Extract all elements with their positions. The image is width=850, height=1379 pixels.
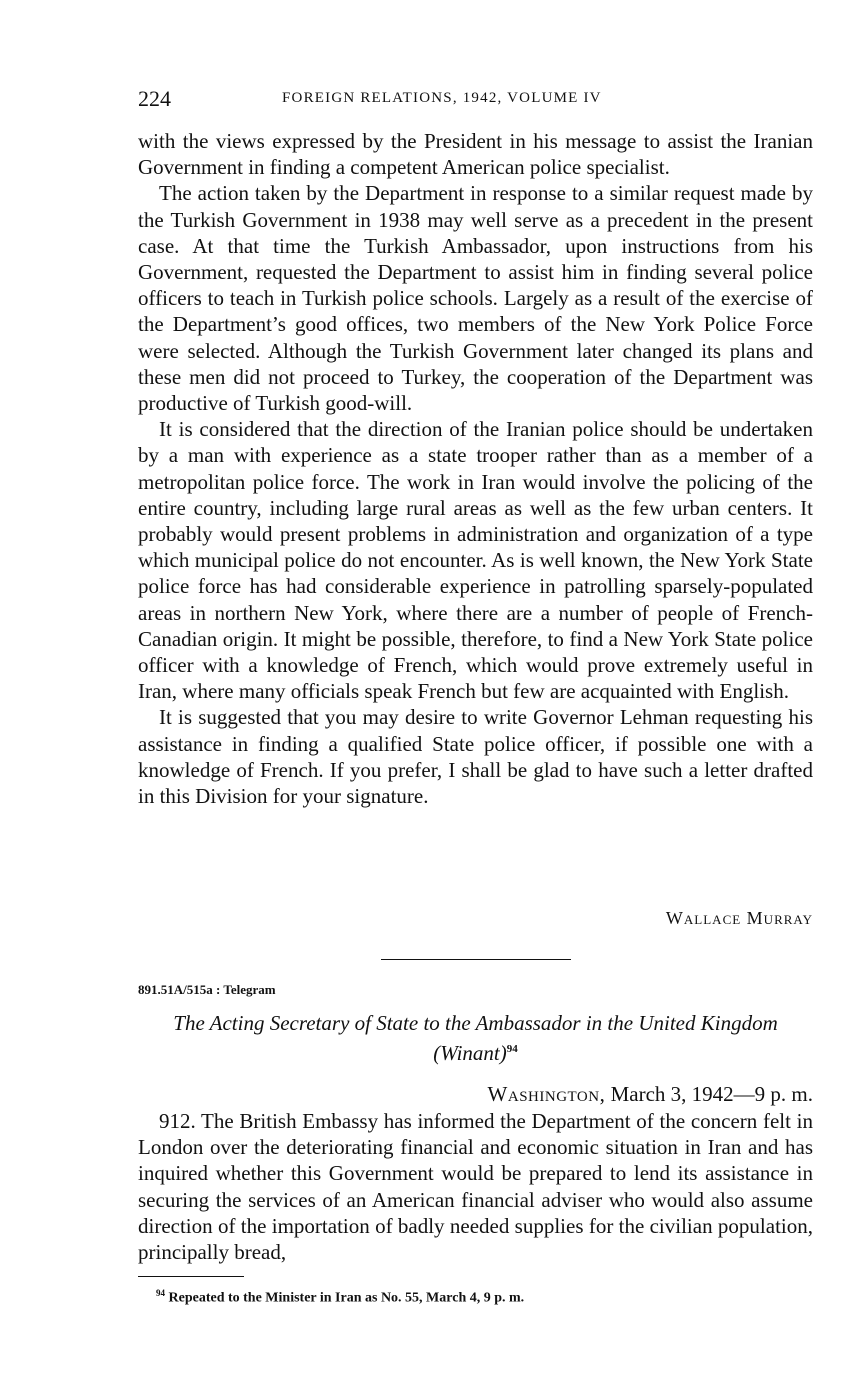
document-title-text: The Acting Secretary of State to the Ambassador in the United Kingdom (Winant) xyxy=(173,1011,778,1065)
dateline-date: March 3, 1942—9 p. m. xyxy=(605,1082,813,1106)
memo-body xyxy=(138,128,813,809)
telegram-body xyxy=(138,1108,813,1265)
memo-paragraph: The action taken by the Department in response to a similar request made by the Turkish Government in 1938 may well serve as a precedent in the present case. At that time the Turkish Ambassador, upon instructions from his Government, requested the Department to assist him in finding several police officers to teach in Turkish police schools. Largely as a result of the exercise of the Department’s good offices, two members of the New York Police Force were selected. Although the Turkish Government later changed its plans and these men did not proceed to Turkey, the cooperation of the Department was productive of Turkish good-will. xyxy=(138,181,813,416)
footnote-text: Repeated to the Minister in Iran as No. 55, March 4, 9 p. m. xyxy=(165,1290,525,1306)
telegram-paragraph: 912. The British Embassy has informed the Department of the concern felt in London over the deteriorating financial and economic situation in Iran and has inquired whether this Government would be prepared to lend its assistance in securing the services of an American financial adviser who would also assume direction of the importation of badly needed supplies for the civilian population, principally bread, xyxy=(138,1109,813,1265)
memo-paragraph: with the views expressed by the President in his message to assist the Iranian Government in finding a competent American police specialist. xyxy=(138,129,813,180)
file-reference: 891.51A/515a : Telegram xyxy=(138,982,276,997)
running-title: FOREIGN RELATIONS, 1942, VOLUME IV xyxy=(282,90,602,106)
dateline xyxy=(138,1082,813,1107)
footnote-reference: 94 xyxy=(506,1043,518,1055)
footnote-mark: 94 xyxy=(156,1288,165,1298)
footnote-rule xyxy=(138,1276,244,1277)
page-number: 224 xyxy=(138,86,171,111)
memo-signature: Wallace Murray xyxy=(665,908,813,928)
memo-paragraph: It is suggested that you may desire to write Governor Lehman requesting his assistance in finding a qualified State police officer, if possible one with a knowledge of French. If you prefer, I shall be glad to have such a letter drafted in this Division for your signature. xyxy=(138,705,813,809)
section-divider xyxy=(381,959,571,960)
footnote xyxy=(156,1288,524,1307)
memo-paragraph: It is considered that the direction of the Iranian police should be undertaken by a man with experience as a state trooper rather than as a member of a metropolitan police force. The work in Iran would involve the policing of the entire country, including large rural areas as well as the few urban centers. It probably would present problems in administration and organization of a type which municipal police do not encounter. As is well known, the New York State police force has had considerable experience in patrolling sparsely-populated areas in northern New York, where there are a number of people of French-Canadian origin. It might be possible, therefore, to find a New York State police officer with a knowledge of French, which would prove extremely useful in Iran, where many officials speak French but few are acquainted with English. xyxy=(138,417,813,704)
page-header xyxy=(138,86,813,116)
document-title xyxy=(138,1010,813,1066)
dateline-place: Washington, xyxy=(487,1082,606,1106)
